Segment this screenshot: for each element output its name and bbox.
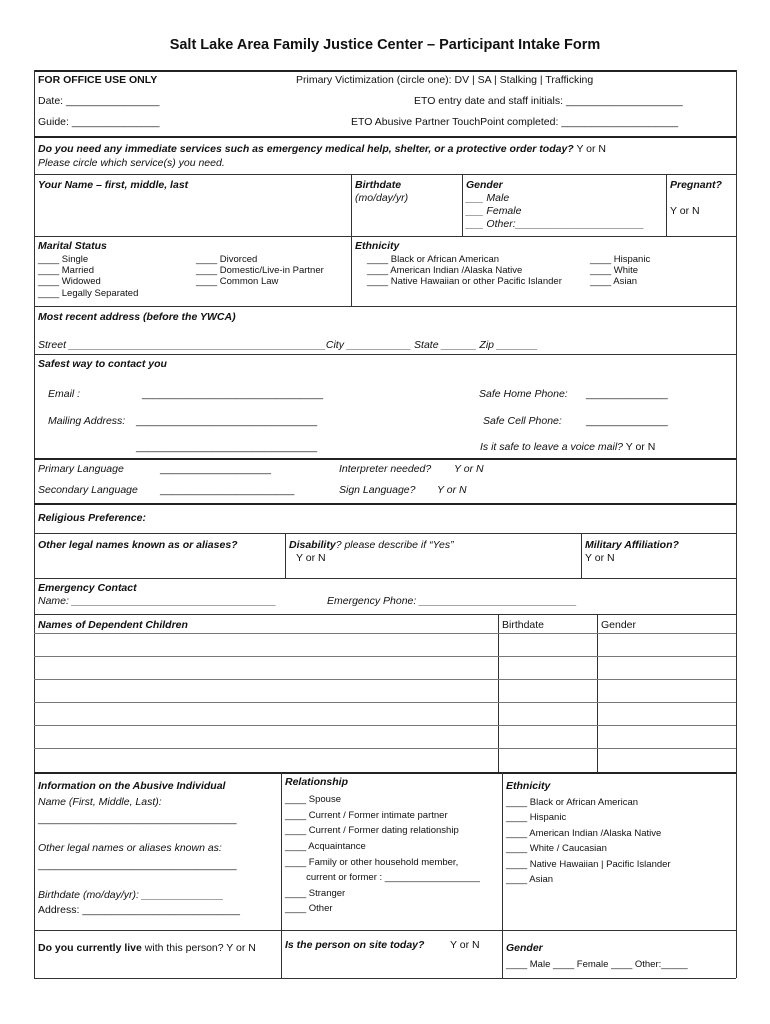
children-label: Names of Dependent Children <box>38 619 188 631</box>
relationship-option[interactable]: ____ Other <box>285 903 333 914</box>
gender-option-male[interactable]: ___ Male <box>466 192 510 204</box>
form-border-left <box>34 70 35 978</box>
gender-label: Gender <box>466 179 503 191</box>
safe-cell-field[interactable]: ______________ <box>586 415 668 427</box>
divider <box>34 930 736 931</box>
abuser-address-field[interactable]: Address: ___________________________ <box>38 904 241 916</box>
contact-label: Safest way to contact you <box>38 358 167 370</box>
marital-status-label: Marital Status <box>38 240 107 252</box>
email-label: Email : <box>48 388 81 400</box>
table-row[interactable] <box>34 656 736 657</box>
safe-cell-label: Safe Cell Phone: <box>483 415 562 427</box>
table-row[interactable] <box>34 725 736 726</box>
table-row[interactable] <box>34 679 736 680</box>
guide-field[interactable]: Guide: _______________ <box>38 116 160 128</box>
abuser-ethnicity-option[interactable]: ____ Black or African American <box>506 797 639 808</box>
emergency-contact-label: Emergency Contact <box>38 582 137 594</box>
divider <box>34 70 736 72</box>
divider <box>34 236 736 237</box>
services-question-text: Do you need any immediate services such as emergency medical help, shelter, or a protective order today? <box>38 143 574 155</box>
eto-entry-field[interactable]: ETO entry date and staff initials: ____________________ <box>414 95 683 107</box>
disability-label: Disability <box>289 539 336 551</box>
primary-victimization[interactable]: Primary Victimization (circle one): DV | SA | Stalking | Trafficking <box>296 74 594 86</box>
abuser-aliases-field[interactable]: __________________________________ <box>38 859 237 871</box>
abuser-birthdate-field[interactable]: Birthdate (mo/day/yr): ______________ <box>38 889 224 901</box>
safe-home-label: Safe Home Phone: <box>479 388 568 400</box>
marital-option[interactable]: ____ Single <box>38 254 89 265</box>
divider <box>34 503 736 505</box>
relationship-label: Relationship <box>285 776 349 788</box>
interpreter-yn[interactable]: Y or N <box>454 463 484 475</box>
divider <box>34 533 736 534</box>
religious-preference-label[interactable]: Religious Preference: <box>38 512 146 524</box>
form-title: Salt Lake Area Family Justice Center – Participant Intake Form <box>169 37 601 53</box>
ethnicity-option[interactable]: ____ Asian <box>590 276 638 287</box>
marital-option[interactable]: ____ Domestic/Live-in Partner <box>196 265 324 276</box>
abuser-gender-label: Gender <box>506 942 543 954</box>
divider <box>281 772 282 978</box>
mailing-label: Mailing Address: <box>48 415 126 427</box>
secondary-language-field[interactable]: _______________________ <box>160 484 295 496</box>
ethnicity-option[interactable]: ____ Hispanic <box>590 254 651 265</box>
divider <box>34 306 736 307</box>
services-yn[interactable]: Y or N <box>573 143 607 155</box>
gender-option-other[interactable]: ___ Other:______________________ <box>466 218 645 230</box>
table-row[interactable] <box>34 633 736 634</box>
relationship-option[interactable]: ____ Acquaintance <box>285 841 366 852</box>
safe-home-field[interactable]: ______________ <box>586 388 668 400</box>
relationship-option[interactable]: ____ Current / Former intimate partner <box>285 810 448 821</box>
office-use-label: FOR OFFICE USE ONLY <box>38 74 158 86</box>
street-field[interactable]: Street ____________________________________________City ___________ State ______ Zip _______ <box>38 339 538 351</box>
abuser-ethnicity-label: Ethnicity <box>506 780 551 792</box>
live-with-rest[interactable]: with this person? Y or N <box>141 942 256 954</box>
birthdate-format: (mo/day/yr) <box>355 192 409 204</box>
divider <box>351 236 352 306</box>
secondary-language-label: Secondary Language <box>38 484 138 496</box>
mailing-field-line2[interactable]: _______________________________ <box>136 441 318 453</box>
military-label: Military Affiliation? <box>585 539 679 551</box>
disability-yn[interactable]: Y or N <box>296 552 326 564</box>
primary-language-field[interactable]: ___________________ <box>160 463 271 475</box>
birthdate-label: Birthdate <box>355 179 402 191</box>
divider <box>34 136 736 138</box>
divider <box>34 578 736 579</box>
abuser-ethnicity-option[interactable]: ____ Asian <box>506 874 554 885</box>
abuser-ethnicity-option[interactable]: ____ White / Caucasian <box>506 843 607 854</box>
ethnicity-option[interactable]: ____ White <box>590 265 639 276</box>
relationship-option[interactable]: ____ Current / Former dating relationship <box>285 825 459 836</box>
services-circle-note: Please circle which service(s) you need. <box>38 157 225 169</box>
pregnant-label: Pregnant? <box>670 179 722 191</box>
abuser-ethnicity-option[interactable]: ____ Hispanic <box>506 812 567 823</box>
services-question[interactable] <box>38 143 606 155</box>
voicemail-yn[interactable]: Y or N <box>623 441 656 453</box>
children-birthdate-header: Birthdate <box>502 619 545 631</box>
abuser-ethnicity-option[interactable]: ____ Native Hawaiian | Pacific Islander <box>506 859 671 870</box>
table-row[interactable] <box>34 748 736 749</box>
military-yn[interactable]: Y or N <box>585 552 615 564</box>
relationship-option[interactable]: ____ Stranger <box>285 888 346 899</box>
onsite-yn[interactable]: Y or N <box>450 939 480 951</box>
ethnicity-option[interactable]: ____ Black or African American <box>367 254 500 265</box>
office-date-field[interactable]: Date: ________________ <box>38 95 160 107</box>
marital-option[interactable]: ____ Common Law <box>196 276 279 287</box>
divider <box>34 614 736 615</box>
divider <box>285 533 286 578</box>
aliases-label: Other legal names known as or aliases? <box>38 539 238 551</box>
eto-abusive-field[interactable]: ETO Abusive Partner TouchPoint completed: ____________________ <box>351 116 679 128</box>
sign-language-label: Sign Language? <box>339 484 416 496</box>
abuser-aliases-label: Other legal names or aliases known as: <box>38 842 222 854</box>
divider <box>34 354 736 355</box>
mailing-field[interactable]: _______________________________ <box>136 415 318 427</box>
relationship-option-detail[interactable]: current or former : __________________ <box>285 872 480 883</box>
abuser-info-label: Information on the Abusive Individual <box>38 780 226 792</box>
voicemail-text: Is it safe to leave a voice mail? <box>480 441 623 453</box>
divider <box>351 174 352 236</box>
divider <box>581 533 582 578</box>
abuser-name-field[interactable]: __________________________________ <box>38 813 237 825</box>
onsite-question: Is the person on site today? <box>285 939 425 951</box>
marital-option[interactable]: ____ Widowed <box>38 276 101 287</box>
ethnicity-option[interactable]: ____ American Indian /Alaska Native <box>367 265 523 276</box>
interpreter-label: Interpreter needed? <box>339 463 432 475</box>
divider <box>34 458 736 460</box>
abuser-gender-options[interactable]: ____ Male ____ Female ____ Other:_____ <box>506 959 688 970</box>
marital-option[interactable]: ____ Legally Separated <box>38 288 139 299</box>
relationship-option[interactable]: ____ Spouse <box>285 794 341 805</box>
sign-language-yn[interactable]: Y or N <box>437 484 467 496</box>
form-border-bottom <box>34 978 736 979</box>
divider <box>666 174 667 236</box>
primary-language-label: Primary Language <box>38 463 124 475</box>
table-row[interactable] <box>34 702 736 703</box>
voicemail-question[interactable] <box>480 441 655 453</box>
address-label: Most recent address (before the YWCA) <box>38 311 236 323</box>
divider <box>34 772 736 774</box>
marital-option[interactable]: ____ Divorced <box>196 254 258 265</box>
marital-option[interactable]: ____ Married <box>38 265 94 276</box>
gender-option-female[interactable]: ___ Female <box>466 205 522 217</box>
divider <box>462 174 463 236</box>
divider <box>34 174 736 175</box>
disability-question <box>289 539 454 551</box>
relationship-option[interactable]: ____ Family or other household member, <box>285 857 459 868</box>
ethnicity-label: Ethnicity <box>355 240 400 252</box>
emergency-name-field[interactable]: Name: ___________________________________ <box>38 595 277 607</box>
abuser-ethnicity-option[interactable]: ____ American Indian /Alaska Native <box>506 828 662 839</box>
pregnant-yn[interactable]: Y or N <box>670 205 700 217</box>
live-with-bold: Do you currently live <box>38 942 142 954</box>
disability-describe: ? please describe if “Yes” <box>335 539 454 551</box>
ethnicity-option[interactable]: ____ Native Hawaiian or other Pacific Islander <box>367 276 562 287</box>
abuser-name-label: Name (First, Middle, Last): <box>38 796 162 808</box>
children-gender-header: Gender <box>601 619 637 631</box>
divider <box>502 772 503 978</box>
form-border-right <box>736 70 737 978</box>
name-label: Your Name – first, middle, last <box>38 179 189 191</box>
live-with-question[interactable] <box>38 942 256 954</box>
email-field[interactable]: _______________________________ <box>142 388 324 400</box>
emergency-phone-field[interactable]: Emergency Phone: ___________________________ <box>327 595 577 607</box>
